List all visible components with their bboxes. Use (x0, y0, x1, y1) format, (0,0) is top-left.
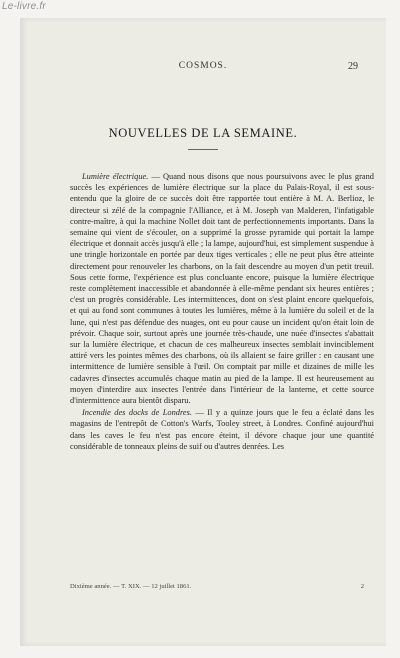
title-rule (188, 149, 218, 150)
footer-signature-mark: 2 (360, 583, 364, 590)
paragraph-incendie (70, 407, 374, 452)
paragraph-text: — Il y a quinze jours que le feu a éclaté dans les magasins de l'entrepôt de Cotton's Warfs, Tooley street, à Londres. Confiné aujourd'hui dans les caves le feu n'est pas encore éteint, il dévore chaque jour une quantité considérable de tonneaux pleins de suif ou d'autres denrées. Les (70, 408, 374, 451)
footer-volume-info: Dixième année. — T. XIX. — 12 juillet 1861. (70, 583, 192, 590)
paragraph-text: — Quand nous disons que nous poursuivons avec le plus grand succès les expériences de lumière électrique sur la place du Palais-Royal, il est sous-entendu que la gloire de ce succès doit être rapportée tout entière à M. A. Berlioz, le directeur si zélé de la compagnie l'Alliance, et à M. Joseph van Malderen, l'infatigable contre-maître, à qui la machine Nollet doit tant de perfectionnements importants. Dans la semaine qui vient de s'écouler, on a supprimé la grosse pyramide qui portait la lampe électrique et donnait accès jusqu'à elle ; la lampe, aujourd'hui, est simplement suspendue à une tringle horizontale en portée par deux tiges verticales ; elle ne peut plus être atteinte directement pour renouveler les charbons, on la fait descendre au moyen d'un petit treuil. Sous cette forme, l'expérience est plus concluante encore, puisque la lumière électrique reste complètement inaccessible et abandonnée à elle-même pendant six heures entières ; c'est un progrès considérable. Les intermittences, dont on s'est plaint encore quelquefois, et qui au fond sont communes à toutes les lumières, même à la lumière du soleil et de la lune, qui n'est pas défendue des nuages, ont eu pour cause un incident qu'on était loin de prévoir. Chaque soir, surtout après une journée très-chaude, une nuée d'insectes s'abattait sur la lumière électrique, et chacun de ces malheureux insectes semblait invinciblement attiré vers les pointes mêmes des charbons, où ils allaient se faire griller : en causant une intermittence de lumière sensible à l'œil. On comptait par mille et dizaines de mille les cadavres d'insectes accumulés chaque matin au pied de la lampe. Il est heureusement au moyen d'interdire aux insectes l'entrée dans l'intérieur de la lanterne, et cette source d'intermittence aura bientôt disparu. (70, 172, 374, 406)
running-header: COSMOS. (178, 61, 228, 71)
watermark-text: Le-livre.fr (2, 1, 46, 12)
book-page (20, 18, 386, 646)
paragraph-lumiere (70, 171, 374, 406)
section-title: NOUVELLES DE LA SEMAINE. (108, 126, 298, 140)
paragraph-lead: Lumière électrique. (82, 172, 149, 181)
page-number: 29 (348, 61, 358, 72)
article-body (70, 171, 374, 453)
page-footer (70, 583, 364, 590)
paragraph-lead: Incendie des docks de Londres. (82, 408, 192, 418)
